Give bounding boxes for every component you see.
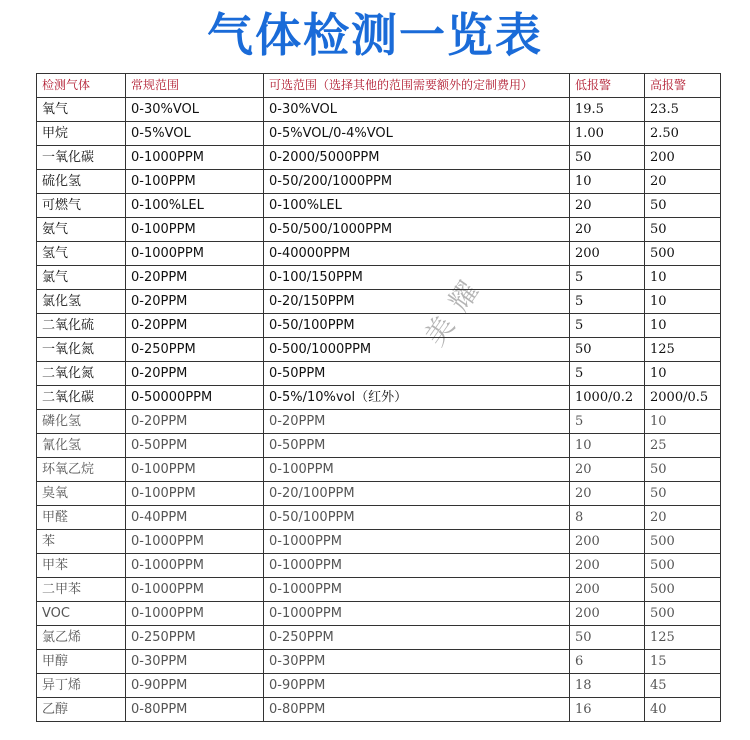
optional-range-cell: 0-100%LEL bbox=[264, 194, 570, 218]
low-alarm-cell: 19.5 bbox=[570, 98, 645, 122]
normal-range-cell: 0-1000PPM bbox=[126, 602, 264, 626]
low-alarm-cell: 6 bbox=[570, 650, 645, 674]
low-alarm-cell: 200 bbox=[570, 530, 645, 554]
table-header-row bbox=[37, 74, 721, 98]
high-alarm-cell: 45 bbox=[645, 674, 721, 698]
normal-range-cell: 0-40PPM bbox=[126, 506, 264, 530]
table-row bbox=[37, 266, 721, 290]
table-row bbox=[37, 410, 721, 434]
table-row bbox=[37, 314, 721, 338]
table-body bbox=[37, 98, 721, 722]
normal-range-cell: 0-100%LEL bbox=[126, 194, 264, 218]
table-row bbox=[37, 362, 721, 386]
normal-range-cell: 0-100PPM bbox=[126, 218, 264, 242]
low-alarm-cell: 200 bbox=[570, 578, 645, 602]
high-alarm-cell: 10 bbox=[645, 290, 721, 314]
normal-range-cell: 0-100PPM bbox=[126, 482, 264, 506]
optional-range-cell: 0-30%VOL bbox=[264, 98, 570, 122]
page-title: 气体检测一览表 bbox=[207, 8, 543, 62]
normal-range-cell: 0-1000PPM bbox=[126, 146, 264, 170]
gas-name-cell: 硫化氢 bbox=[37, 170, 126, 194]
gas-name-cell: 氰化氢 bbox=[37, 434, 126, 458]
low-alarm-cell: 200 bbox=[570, 242, 645, 266]
normal-range-cell: 0-50000PPM bbox=[126, 386, 264, 410]
normal-range-cell: 0-100PPM bbox=[126, 458, 264, 482]
optional-range-cell: 0-1000PPM bbox=[264, 578, 570, 602]
low-alarm-cell: 20 bbox=[570, 218, 645, 242]
low-alarm-cell: 20 bbox=[570, 458, 645, 482]
normal-range-cell: 0-1000PPM bbox=[126, 578, 264, 602]
high-alarm-cell: 10 bbox=[645, 410, 721, 434]
normal-range-cell: 0-90PPM bbox=[126, 674, 264, 698]
normal-range-cell: 0-5%VOL bbox=[126, 122, 264, 146]
low-alarm-cell: 5 bbox=[570, 290, 645, 314]
table-row bbox=[37, 290, 721, 314]
table-row bbox=[37, 578, 721, 602]
optional-range-cell: 0-2000/5000PPM bbox=[264, 146, 570, 170]
table-row bbox=[37, 386, 721, 410]
header-low-alarm: 低报警 bbox=[570, 74, 645, 98]
high-alarm-cell: 15 bbox=[645, 650, 721, 674]
optional-range-cell: 0-100PPM bbox=[264, 458, 570, 482]
gas-detection-table bbox=[36, 73, 721, 722]
table-row bbox=[37, 530, 721, 554]
high-alarm-cell: 50 bbox=[645, 218, 721, 242]
gas-name-cell: 可燃气 bbox=[37, 194, 126, 218]
table-row bbox=[37, 698, 721, 722]
table-row bbox=[37, 218, 721, 242]
watermark: 美耀 bbox=[418, 264, 494, 352]
normal-range-cell: 0-1000PPM bbox=[126, 530, 264, 554]
high-alarm-cell: 50 bbox=[645, 458, 721, 482]
gas-name-cell: VOC bbox=[37, 602, 126, 626]
table-row bbox=[37, 194, 721, 218]
gas-name-cell: 二甲苯 bbox=[37, 578, 126, 602]
table-row bbox=[37, 146, 721, 170]
high-alarm-cell: 500 bbox=[645, 530, 721, 554]
normal-range-cell: 0-80PPM bbox=[126, 698, 264, 722]
normal-range-cell: 0-1000PPM bbox=[126, 242, 264, 266]
low-alarm-cell: 200 bbox=[570, 554, 645, 578]
normal-range-cell: 0-250PPM bbox=[126, 338, 264, 362]
normal-range-cell: 0-30%VOL bbox=[126, 98, 264, 122]
optional-range-cell: 0-50/100PPM bbox=[264, 506, 570, 530]
normal-range-cell: 0-20PPM bbox=[126, 314, 264, 338]
header-optional-range: 可选范围（选择其他的范围需要额外的定制费用） bbox=[264, 74, 570, 98]
gas-name-cell: 二氧化氮 bbox=[37, 362, 126, 386]
table-row bbox=[37, 458, 721, 482]
low-alarm-cell: 20 bbox=[570, 482, 645, 506]
gas-name-cell: 甲醇 bbox=[37, 650, 126, 674]
normal-range-cell: 0-20PPM bbox=[126, 266, 264, 290]
header-normal-range: 常规范围 bbox=[126, 74, 264, 98]
table-row bbox=[37, 170, 721, 194]
low-alarm-cell: 16 bbox=[570, 698, 645, 722]
optional-range-cell: 0-5%VOL/0-4%VOL bbox=[264, 122, 570, 146]
high-alarm-cell: 23.5 bbox=[645, 98, 721, 122]
low-alarm-cell: 50 bbox=[570, 626, 645, 650]
low-alarm-cell: 10 bbox=[570, 434, 645, 458]
low-alarm-cell: 5 bbox=[570, 362, 645, 386]
high-alarm-cell: 2000/0.5 bbox=[645, 386, 721, 410]
table-row bbox=[37, 122, 721, 146]
gas-name-cell: 氧气 bbox=[37, 98, 126, 122]
gas-name-cell: 乙醇 bbox=[37, 698, 126, 722]
header-gas: 检测气体 bbox=[37, 74, 126, 98]
low-alarm-cell: 18 bbox=[570, 674, 645, 698]
low-alarm-cell: 1000/0.2 bbox=[570, 386, 645, 410]
table-row bbox=[37, 674, 721, 698]
table-row bbox=[37, 626, 721, 650]
optional-range-cell: 0-1000PPM bbox=[264, 530, 570, 554]
optional-range-cell: 0-30PPM bbox=[264, 650, 570, 674]
gas-name-cell: 一氧化碳 bbox=[37, 146, 126, 170]
gas-name-cell: 苯 bbox=[37, 530, 126, 554]
high-alarm-cell: 50 bbox=[645, 194, 721, 218]
table-row bbox=[37, 650, 721, 674]
table-row bbox=[37, 434, 721, 458]
gas-name-cell: 一氧化氮 bbox=[37, 338, 126, 362]
normal-range-cell: 0-100PPM bbox=[126, 170, 264, 194]
high-alarm-cell: 125 bbox=[645, 338, 721, 362]
high-alarm-cell: 10 bbox=[645, 314, 721, 338]
low-alarm-cell: 50 bbox=[570, 338, 645, 362]
normal-range-cell: 0-20PPM bbox=[126, 410, 264, 434]
optional-range-cell: 0-40000PPM bbox=[264, 242, 570, 266]
gas-name-cell: 环氧乙烷 bbox=[37, 458, 126, 482]
optional-range-cell: 0-50/500/1000PPM bbox=[264, 218, 570, 242]
gas-name-cell: 甲苯 bbox=[37, 554, 126, 578]
optional-range-cell: 0-5%/10%vol（红外） bbox=[264, 386, 570, 410]
gas-name-cell: 甲烷 bbox=[37, 122, 126, 146]
low-alarm-cell: 10 bbox=[570, 170, 645, 194]
low-alarm-cell: 20 bbox=[570, 194, 645, 218]
gas-name-cell: 氨气 bbox=[37, 218, 126, 242]
optional-range-cell: 0-250PPM bbox=[264, 626, 570, 650]
optional-range-cell: 0-20PPM bbox=[264, 410, 570, 434]
high-alarm-cell: 125 bbox=[645, 626, 721, 650]
high-alarm-cell: 500 bbox=[645, 554, 721, 578]
high-alarm-cell: 200 bbox=[645, 146, 721, 170]
table-row bbox=[37, 338, 721, 362]
table-row bbox=[37, 98, 721, 122]
normal-range-cell: 0-1000PPM bbox=[126, 554, 264, 578]
gas-name-cell: 臭氧 bbox=[37, 482, 126, 506]
normal-range-cell: 0-30PPM bbox=[126, 650, 264, 674]
normal-range-cell: 0-50PPM bbox=[126, 434, 264, 458]
low-alarm-cell: 8 bbox=[570, 506, 645, 530]
high-alarm-cell: 10 bbox=[645, 266, 721, 290]
optional-range-cell: 0-50PPM bbox=[264, 362, 570, 386]
high-alarm-cell: 500 bbox=[645, 578, 721, 602]
gas-name-cell: 氯化氢 bbox=[37, 290, 126, 314]
high-alarm-cell: 20 bbox=[645, 506, 721, 530]
optional-range-cell: 0-1000PPM bbox=[264, 554, 570, 578]
optional-range-cell: 0-50/100PPM bbox=[264, 314, 570, 338]
high-alarm-cell: 10 bbox=[645, 362, 721, 386]
high-alarm-cell: 40 bbox=[645, 698, 721, 722]
low-alarm-cell: 1.00 bbox=[570, 122, 645, 146]
low-alarm-cell: 5 bbox=[570, 266, 645, 290]
gas-name-cell: 二氧化硫 bbox=[37, 314, 126, 338]
high-alarm-cell: 50 bbox=[645, 482, 721, 506]
high-alarm-cell: 2.50 bbox=[645, 122, 721, 146]
high-alarm-cell: 500 bbox=[645, 602, 721, 626]
high-alarm-cell: 500 bbox=[645, 242, 721, 266]
optional-range-cell: 0-20/150PPM bbox=[264, 290, 570, 314]
optional-range-cell: 0-100/150PPM bbox=[264, 266, 570, 290]
low-alarm-cell: 200 bbox=[570, 602, 645, 626]
gas-name-cell: 异丁烯 bbox=[37, 674, 126, 698]
normal-range-cell: 0-20PPM bbox=[126, 290, 264, 314]
high-alarm-cell: 20 bbox=[645, 170, 721, 194]
normal-range-cell: 0-20PPM bbox=[126, 362, 264, 386]
optional-range-cell: 0-1000PPM bbox=[264, 602, 570, 626]
low-alarm-cell: 5 bbox=[570, 314, 645, 338]
table-row bbox=[37, 602, 721, 626]
table-row bbox=[37, 506, 721, 530]
optional-range-cell: 0-20/100PPM bbox=[264, 482, 570, 506]
gas-name-cell: 氯气 bbox=[37, 266, 126, 290]
low-alarm-cell: 5 bbox=[570, 410, 645, 434]
table-row bbox=[37, 554, 721, 578]
normal-range-cell: 0-250PPM bbox=[126, 626, 264, 650]
table-row bbox=[37, 242, 721, 266]
low-alarm-cell: 50 bbox=[570, 146, 645, 170]
optional-range-cell: 0-50/200/1000PPM bbox=[264, 170, 570, 194]
optional-range-cell: 0-50PPM bbox=[264, 434, 570, 458]
high-alarm-cell: 25 bbox=[645, 434, 721, 458]
table-row bbox=[37, 482, 721, 506]
gas-name-cell: 甲醛 bbox=[37, 506, 126, 530]
gas-name-cell: 磷化氢 bbox=[37, 410, 126, 434]
optional-range-cell: 0-80PPM bbox=[264, 698, 570, 722]
gas-name-cell: 二氧化碳 bbox=[37, 386, 126, 410]
header-high-alarm: 高报警 bbox=[645, 74, 721, 98]
optional-range-cell: 0-90PPM bbox=[264, 674, 570, 698]
optional-range-cell: 0-500/1000PPM bbox=[264, 338, 570, 362]
gas-name-cell: 氢气 bbox=[37, 242, 126, 266]
gas-name-cell: 氯乙烯 bbox=[37, 626, 126, 650]
